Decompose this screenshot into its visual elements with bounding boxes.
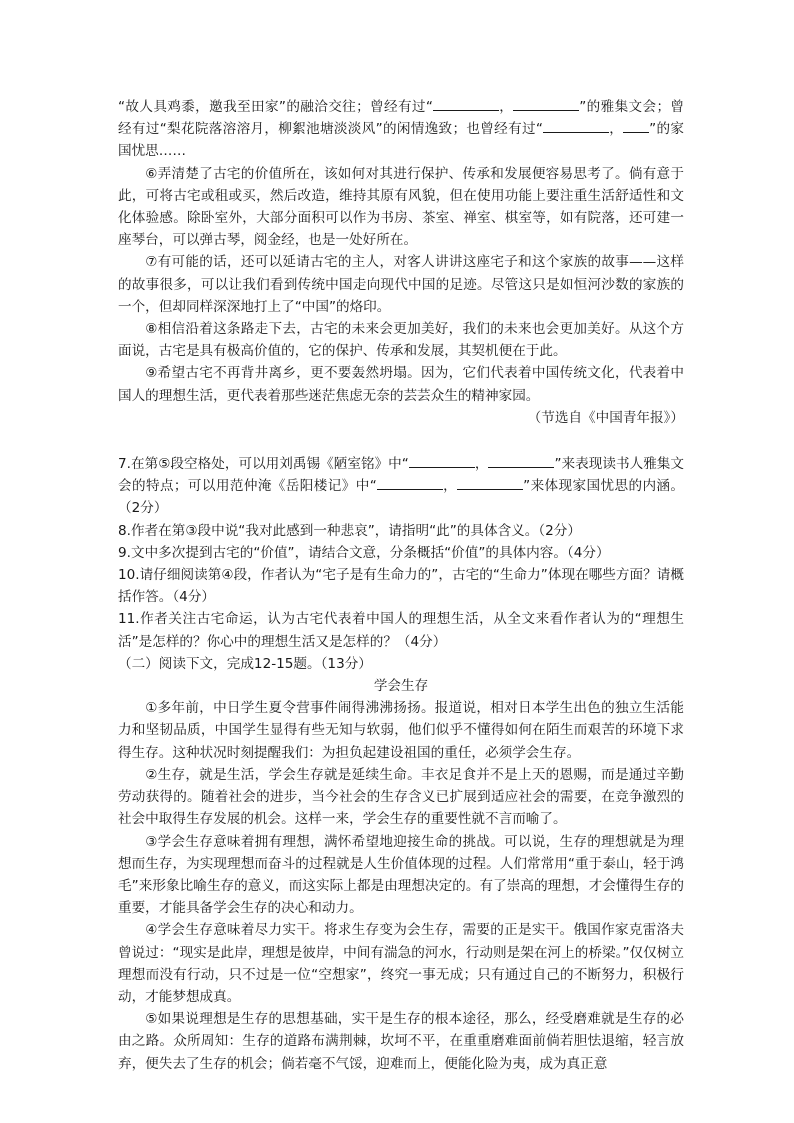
- passage2-paragraph-1: ①多年前，中日学生夏令营事件闹得沸沸扬扬。报道说，相对日本学生出色的独立生活能力和坚韧品质，中国学生显得有些无知与软弱，他们似乎不懂得如何在陌生而艰苦的环境下求得生存。这种状况时刻提醒我们：为担负起建设祖国的重任，必须学会生存。: [118, 700, 684, 761]
- passage1-paragraph-9: ⑨希望古宅不再背井离乡，更不要轰然坍塌。因为，它们代表着中国传统文化，代表着中国人的理想生活，更代表着那些迷茫焦虑无奈的芸芸众生的精神家园。: [118, 365, 684, 404]
- fill-blank[interactable]: [623, 119, 649, 133]
- spacer: [118, 429, 684, 453]
- question-9: 9.文中多次提到古宅的“价值”，请结合文意，分条概括“价值”的具体内容。（4分）: [118, 544, 610, 561]
- fill-blank[interactable]: [457, 476, 523, 490]
- question-10: 10.请仔细阅读第④段，作者认为“宅子是有生命力的”，古宅的“生命力”体现在哪些方面？请概括作答。（4分）: [118, 567, 684, 606]
- fill-blank[interactable]: [513, 97, 579, 111]
- passage1-paragraph-8: ⑧相信沿着这条路走下去，古宅的未来会更加美好，我们的未来也会更加美好。从这个方面说，古宅是具有极高价值的，它的保护、传承和发展，其契机便在于此。: [118, 321, 684, 360]
- question-7: 7.在第⑤段空格处，可以用刘禹锡《陋室铭》中“ ， ”来表现读书人雅集文会的特点；可以用范仲淹《岳阳楼记》中“ ， ”来体现家国忧思的内涵。（2分）: [118, 456, 685, 517]
- source-citation: （节选自《中国青年报》）: [527, 409, 684, 426]
- document-page: [118, 96, 684, 1075]
- question-11: 11.作者关注古宅命运，认为古宅代表着中国人的理想生活，从全文来看作者认为的“理想生活”是怎样的？你心中的理想生活又是怎样的？（4分）: [118, 611, 684, 650]
- question-8: 8.作者在第③段中说“我对此感到一种悲哀”，请指明“此”的具体含义。（2分）: [118, 522, 581, 539]
- fill-blank[interactable]: [377, 476, 443, 490]
- passage1-paragraph-7: ⑦有可能的话，还可以延请古宅的主人，对客人讲讲这座宅子和这个家族的故事——这样的故事很多，可以让我们看到传统中国走向现代中国的足迹。尽管这只是如恒河沙数的家族的一个，但却同样深深地打上了“中国”的烙印。: [118, 254, 684, 315]
- passage2-paragraph-4: ④学会生存意味着尽力实干。将求生存变为会生存，需要的正是实干。俄国作家克雷洛夫曾说过：“现实是此岸，理想是彼岸，中间有湍急的河水，行动则是架在河上的桥梁。”仅仅树立理想而没有行动，只不过是一位“空想家”，终究一事无成；只有通过自己的不断努力，积极行动，才能梦想成真。: [118, 922, 684, 1005]
- fill-blank[interactable]: [433, 97, 499, 111]
- passage1-paragraph-continued: “故人具鸡黍，邀我至田家”的融洽交往；曾经有过“ ， ”的雅集文会；曾经有过“梨花院落溶溶月，柳絮池塘淡淡风”的闲情逸致；也曾经有过“ ， ”的家国忧思……: [118, 99, 684, 160]
- passage2-title: 学会生存: [373, 678, 429, 695]
- passage2-paragraph-3: ③学会生存意味着拥有理想，满怀希望地迎接生命的挑战。可以说，生存的理想就是为理想而生存，为实现理想而奋斗的过程就是人生价值体现的过程。人们常常用“重于泰山，轻于鸿毛”来形象比喻生存的意义，而这实际上都是由理想决定的。有了崇高的理想，才会懂得生存的重要，才能具备学会生存的决心和动力。: [118, 833, 684, 917]
- passage2-paragraph-2: ②生存，就是生活，学会生存就是延续生命。丰衣足食并不是上天的恩赐，而是通过辛勤劳动获得的。随着社会的进步，当今社会的生存含义已扩展到适应社会的需要，在竞争激烈的社会中取得生存发展的机会。这样一来，学会生存的重要性就不言而喻了。: [118, 766, 684, 828]
- passage1-paragraph-6: ⑥弄清楚了古宅的价值所在，该如何对其进行保护、传承和发展便容易思考了。倘有意于此，可将古宅或租或买，然后改造，维持其原有风貌，但在使用功能上要注重生活舒适性和文化体验感。除卧室外，大部分面积可以作为书房、茶室、禅室、棋室等，如有院落，还可建一座琴台，可以弹古琴，阅金经，也是一处好所在。: [118, 165, 684, 249]
- fill-blank[interactable]: [488, 454, 554, 468]
- fill-blank[interactable]: [409, 454, 475, 468]
- fill-blank[interactable]: [543, 119, 609, 133]
- passage2-paragraph-5: ⑤如果说理想是生存的思想基础，实干是生存的根本途径，那么，经受磨难就是生存的必由之路。众所周知：生存的道路布满荆棘，坎坷不平，在重重磨难面前倘若胆怯退缩，轻言放弃，便失去了生存的机会；倘若毫不气馁，迎难而上，便能化险为夷，成为真正意: [118, 1011, 684, 1072]
- section-intro: （二）阅读下文，完成12-15题。（13分）: [118, 655, 372, 672]
